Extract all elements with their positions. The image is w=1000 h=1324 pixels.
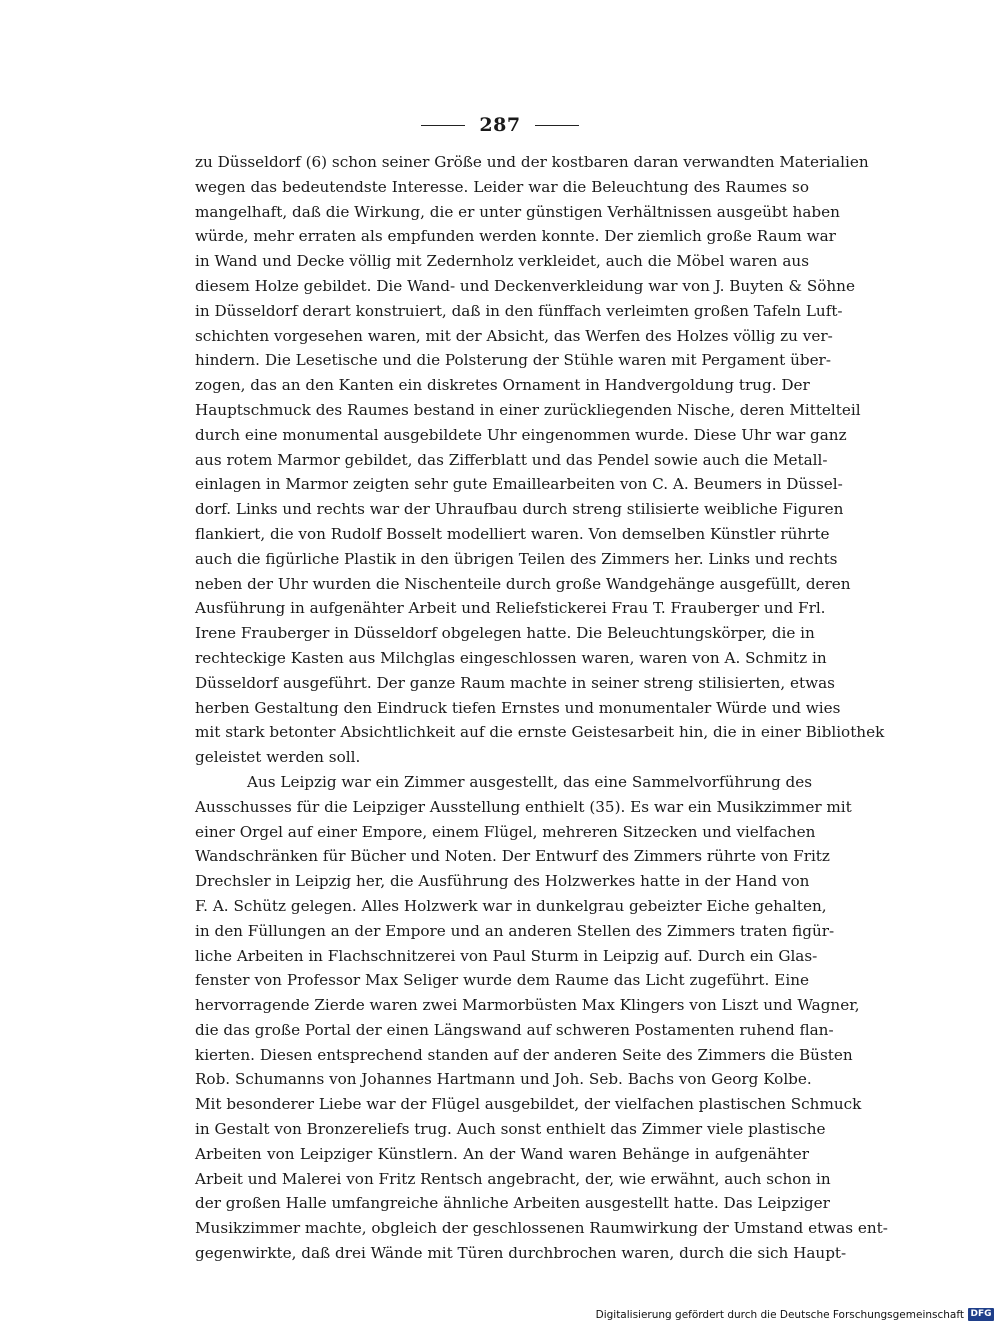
- text-line: Hauptschmuck des Raumes bestand in einer zurückliegenden Nische, deren Mittelteil: [195, 400, 861, 419]
- text-line: einer Orgel auf einer Empore, einem Flügel, mehreren Sitzecken und vielfachen: [195, 822, 816, 841]
- text-line: Düsseldorf ausgeführt. Der ganze Raum machte in seiner streng stilisierten, etwas: [195, 673, 835, 692]
- text-line: in Gestalt von Bronzereliefs trug. Auch sonst enthielt das Zimmer viele plastische: [195, 1120, 826, 1139]
- text-line: fenster von Professor Max Seliger wurde dem Raume das Licht zugeführt. Eine: [195, 971, 809, 990]
- text-line: Ausführung in aufgenähter Arbeit und Reliefstickerei Frau T. Frauberger und Frl.: [195, 599, 826, 618]
- text-line: aus rotem Marmor gebildet, das Zifferblatt und das Pendel sowie auch die Metall-: [195, 450, 828, 469]
- text-line: auch die figürliche Plastik in den übrigen Teilen des Zimmers her. Links und rechts: [195, 549, 838, 568]
- text-line: hindern. Die Lesetische und die Polsterung der Stühle waren mit Pergament über-: [195, 351, 831, 370]
- text-line: liche Arbeiten in Flachschnitzerei von Paul Sturm in Leipzig auf. Durch ein Glas-: [195, 946, 818, 965]
- text-line: in Wand und Decke völlig mit Zedernholz verkleidet, auch die Möbel waren aus: [195, 252, 809, 271]
- text-line: einlagen in Marmor zeigten sehr gute Emaillearbeiten von C. A. Beumers in Düssel-: [195, 475, 843, 494]
- text-line: zu Düsseldorf (6) schon seiner Größe und der kostbaren daran verwandten Materialien: [195, 153, 869, 171]
- text-line: hervorragende Zierde waren zwei Marmorbüsten Max Klingers von Liszt und Wagner,: [195, 996, 860, 1015]
- text-line: mangelhaft, daß die Wirkung, die er unter günstigen Verhältnissen ausgeübt haben: [195, 202, 840, 221]
- text-line: Irene Frauberger in Düsseldorf obgelegen hatte. Die Beleuchtungskörper, die in: [195, 624, 815, 643]
- header-rule-left: [421, 125, 465, 126]
- text-line: F. A. Schütz gelegen. Alles Holzwerk war in dunkelgrau gebeizter Eiche gehalten,: [195, 896, 827, 915]
- page-header: [0, 110, 1000, 140]
- text-line: Arbeiten von Leipziger Künstlern. An der Wand waren Behänge in aufgenähter: [195, 1144, 809, 1163]
- text-line: Mit besonderer Liebe war der Flügel ausgebildet, der vielfachen plastischen Schmuck: [195, 1095, 862, 1114]
- text-line: in Düsseldorf derart konstruiert, daß in den fünffach verleimten großen Tafeln Luft-: [195, 301, 843, 320]
- text-line: wegen das bedeutendste Interesse. Leider war die Beleuchtung des Raumes so: [195, 177, 809, 196]
- text-line: Arbeit und Malerei von Fritz Rentsch angebracht, der, wie erwähnt, auch schon in: [195, 1169, 831, 1188]
- text-line: herben Gestaltung den Eindruck tiefen Ernstes und monumentaler Würde und wies: [195, 698, 841, 717]
- text-line: durch eine monumental ausgebildete Uhr eingenommen wurde. Diese Uhr war ganz: [195, 425, 847, 444]
- dfg-logo: DFG: [968, 1308, 994, 1321]
- text-line: in den Füllungen an der Empore und an anderen Stellen des Zimmers traten figür-: [195, 921, 835, 940]
- header-rule-right: [535, 125, 579, 126]
- text-line: die das große Portal der einen Längswand auf schweren Postamenten ruhend flan-: [195, 1020, 834, 1039]
- text-line: gegenwirkte, daß drei Wände mit Türen durchbrochen waren, durch die sich Haupt-: [195, 1244, 847, 1263]
- text-line: dorf. Links und rechts war der Uhraufbau durch streng stilisierte weibliche Figuren: [195, 500, 844, 519]
- page-number: 287: [479, 114, 521, 136]
- text-line: Ausschusses für die Leipziger Ausstellung enthielt (35). Es war ein Musikzimmer mit: [195, 797, 852, 816]
- text-line: kierten. Diesen entsprechend standen auf der anderen Seite des Zimmers die Büsten: [195, 1045, 853, 1064]
- text-line-paragraph-end: geleistet werden soll.: [195, 748, 361, 767]
- funding-notice: Digitalisierung gefördert durch die Deutsche Forschungsgemeinschaft: [595, 1309, 964, 1321]
- text-line: rechteckige Kasten aus Milchglas eingeschlossen waren, waren von A. Schmitz in: [195, 648, 827, 667]
- text-line: Rob. Schumanns von Johannes Hartmann und Joh. Seb. Bachs von Georg Kolbe.: [195, 1070, 812, 1089]
- text-line: Musikzimmer machte, obgleich der geschlossenen Raumwirkung der Umstand etwas ent-: [195, 1219, 888, 1238]
- digitization-footer: [0, 1308, 1000, 1324]
- text-line: würde, mehr erraten als empfunden werden konnte. Der ziemlich große Raum war: [195, 227, 836, 246]
- text-line: der großen Halle umfangreiche ähnliche Arbeiten ausgestellt hatte. Das Leipziger: [195, 1194, 830, 1213]
- text-line: neben der Uhr wurden die Nischenteile durch große Wandgehänge ausgefüllt, deren: [195, 574, 851, 593]
- text-line: Drechsler in Leipzig her, die Ausführung des Holzwerkes hatte in der Hand von: [195, 872, 810, 891]
- text-line: schichten vorgesehen waren, mit der Absicht, das Werfen des Holzes völlig zu ver-: [195, 326, 833, 345]
- text-line-paragraph-start: Aus Leipzig war ein Zimmer ausgestellt, das eine Sammelvorführung des: [247, 772, 813, 791]
- text-line: Wandschränken für Bücher und Noten. Der Entwurf des Zimmers rührte von Fritz: [195, 847, 830, 866]
- text-line: zogen, das an den Kanten ein diskretes Ornament in Handvergoldung trug. Der: [195, 376, 810, 395]
- text-body: [195, 150, 888, 1266]
- text-line: flankiert, die von Rudolf Bosselt modelliert waren. Von demselben Künstler rührte: [195, 524, 830, 543]
- text-line: diesem Holze gebildet. Die Wand- und Deckenverkleidung war von J. Buyten & Söhne: [195, 276, 855, 295]
- text-line: mit stark betonter Absichtlichkeit auf die ernste Geistesarbeit hin, die in einer Bibliothek: [195, 723, 885, 742]
